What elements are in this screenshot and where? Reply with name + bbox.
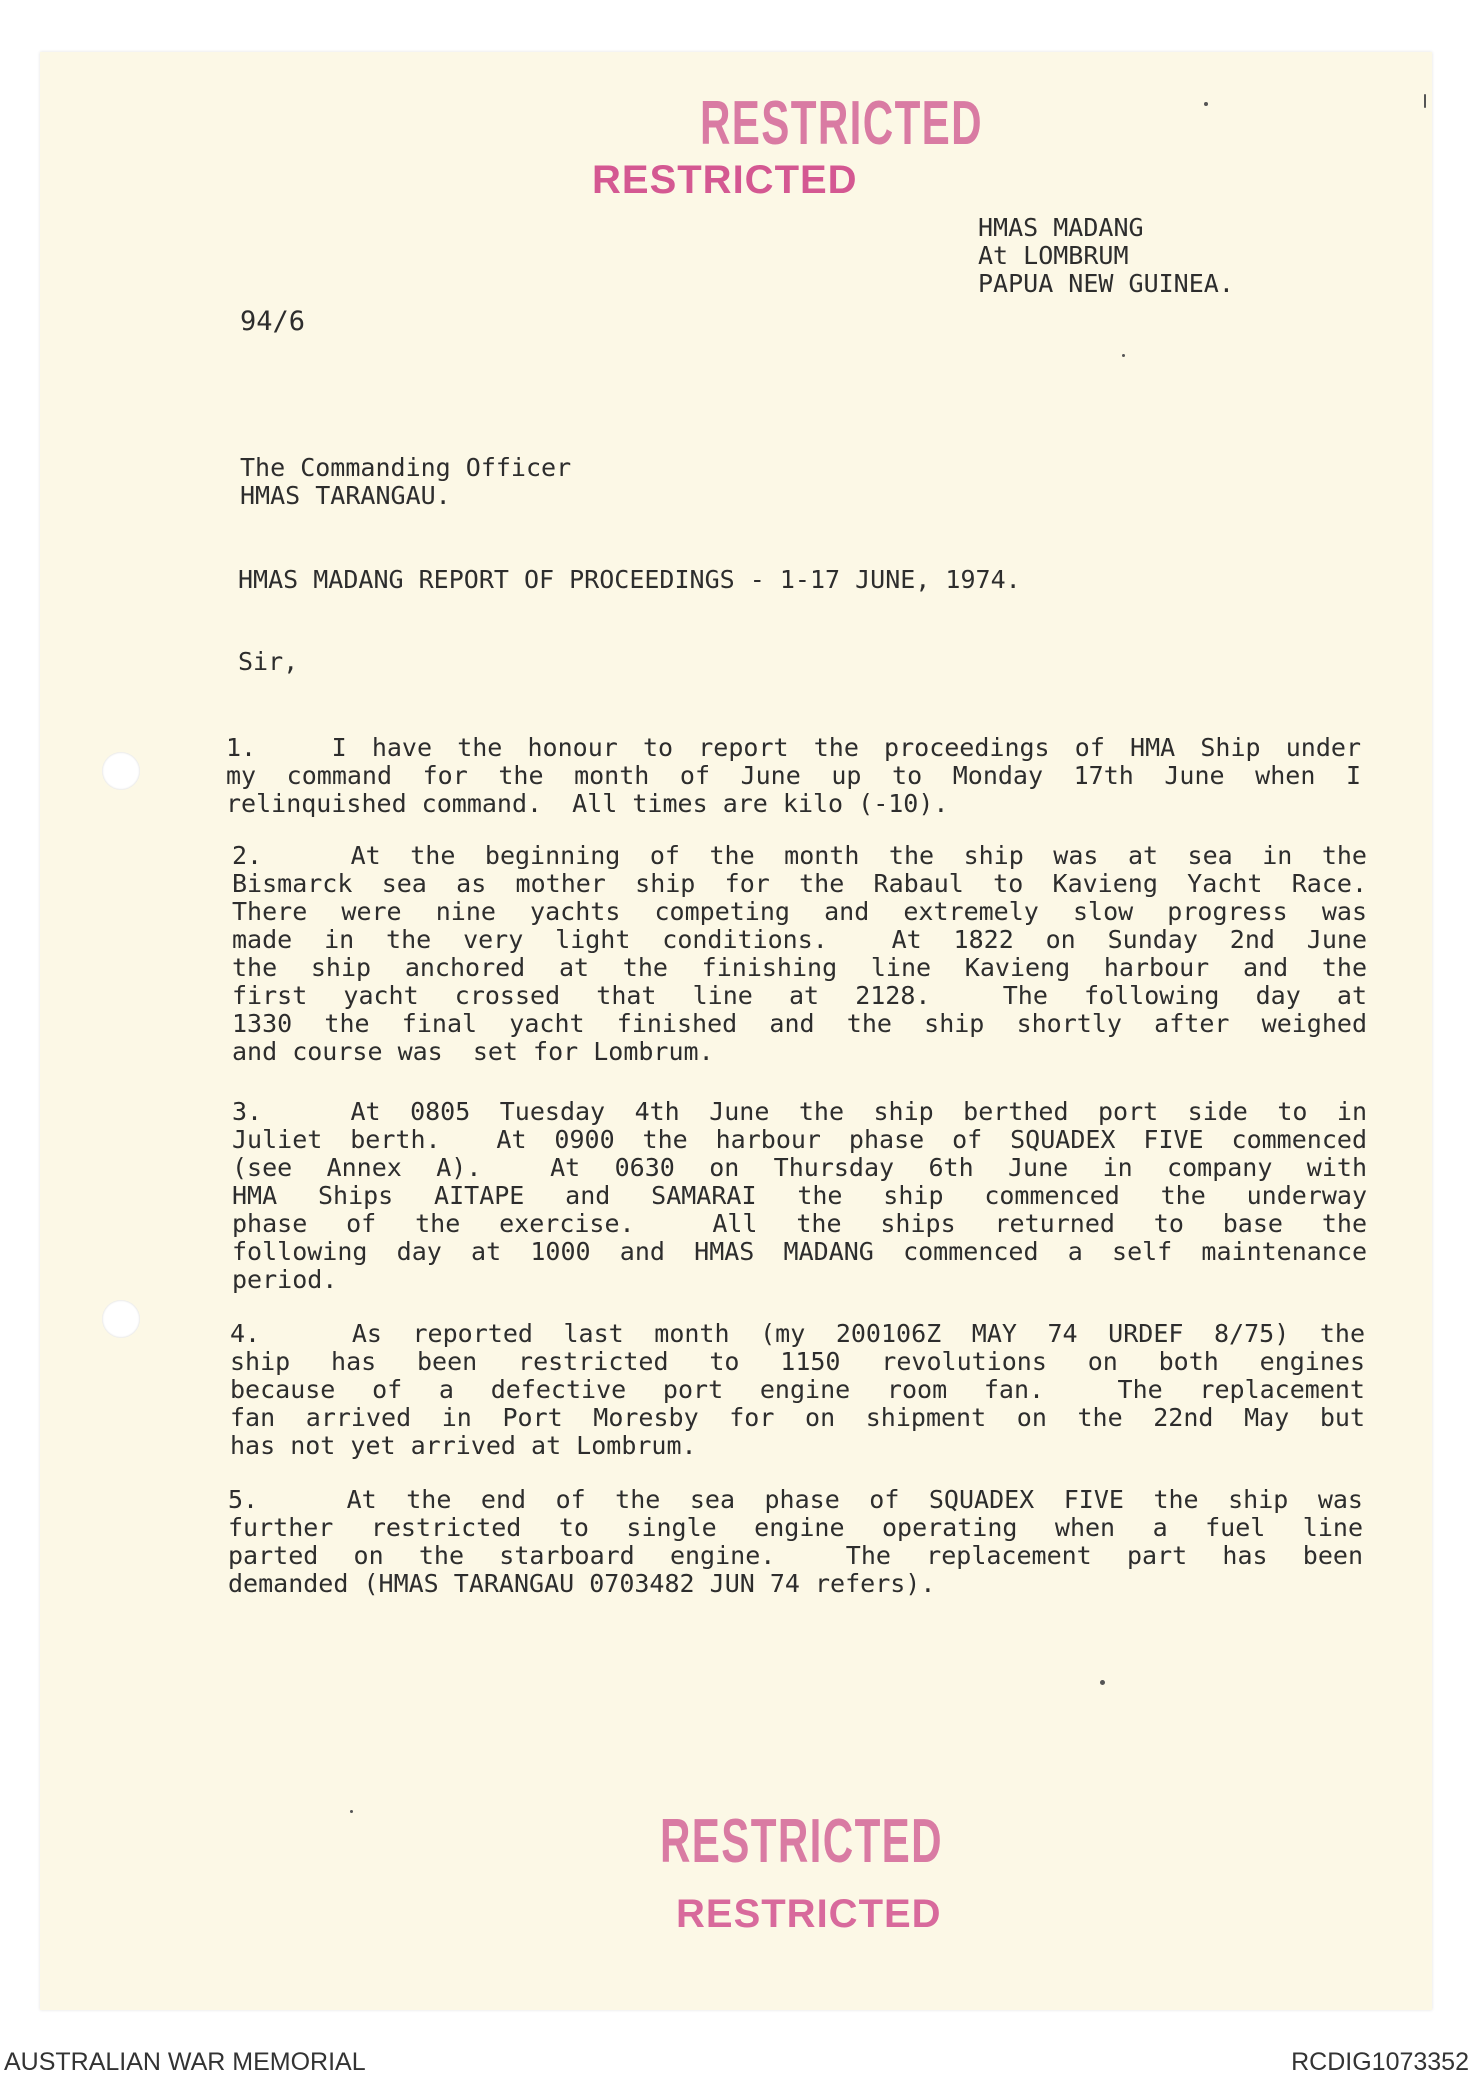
paper-speck xyxy=(1122,354,1125,357)
paragraph-line: (see Annex A). At 0630 on Thursday 6th June in company with xyxy=(232,1153,1367,1182)
paragraph-line: first yacht crossed that line at 2128. The following day at xyxy=(232,981,1367,1010)
sender-line-1: HMAS MADANG xyxy=(978,213,1144,242)
sender-line-2: At LOMBRUM xyxy=(978,241,1129,270)
paragraph-line: relinquished command. All times are kilo (-10). xyxy=(226,789,949,818)
paragraph-line: phase of the exercise. All the ships returned to base the xyxy=(232,1209,1367,1238)
paragraph-line: 2. At the beginning of the month the ship was at sea in the xyxy=(232,841,1367,870)
paragraph-2 xyxy=(232,842,1367,1066)
paragraph-line: the ship anchored at the finishing line Kavieng harbour and the xyxy=(232,953,1367,982)
restricted-stamp-top-wide: RESTRICTED xyxy=(592,158,858,202)
addressee-line-1: The Commanding Officer xyxy=(240,453,572,482)
file-reference: 94/6 xyxy=(240,306,306,337)
paragraph-line: demanded (HMAS TARANGAU 0703482 JUN 74 refers). xyxy=(228,1569,936,1598)
paragraph-line: following day at 1000 and HMAS MADANG commenced a self maintenance xyxy=(232,1237,1367,1266)
paragraph-line: made in the very light conditions. At 1822 on Sunday 2nd June xyxy=(232,925,1367,954)
punch-hole xyxy=(102,752,140,790)
subject-line: HMAS MADANG REPORT OF PROCEEDINGS - 1-17 JUNE, 1974. xyxy=(238,565,1021,594)
paragraph-line: because of a defective port engine room fan. The replacement xyxy=(230,1375,1365,1404)
paragraph-line: fan arrived in Port Moresby for on shipment on the 22nd May but xyxy=(230,1403,1365,1432)
paragraph-line: further restricted to single engine operating when a fuel line xyxy=(228,1513,1363,1542)
paragraph-line: has not yet arrived at Lombrum. xyxy=(230,1431,697,1460)
addressee-line-2: HMAS TARANGAU. xyxy=(240,481,451,510)
paragraph-line: 5. At the end of the sea phase of SQUADEX FIVE the ship was xyxy=(228,1485,1363,1514)
sender-line-3: PAPUA NEW GUINEA. xyxy=(978,269,1234,298)
paragraph-line: Bismarck sea as mother ship for the Rabaul to Kavieng Yacht Race. xyxy=(232,869,1367,898)
paragraph-line: my command for the month of June up to Monday 17th June when I xyxy=(226,761,1361,790)
archive-record-id: RCDIG1073352 xyxy=(1291,2048,1469,2076)
paragraph-line: HMA Ships AITAPE and SAMARAI the ship commenced the underway xyxy=(232,1181,1367,1210)
paragraph-5 xyxy=(228,1486,1363,1598)
paragraph-line: and course was set for Lombrum. xyxy=(232,1037,714,1066)
paragraph-line: Juliet berth. At 0900 the harbour phase of SQUADEX FIVE commenced xyxy=(232,1125,1367,1154)
salutation: Sir, xyxy=(238,647,299,676)
paper-speck xyxy=(1204,102,1208,106)
paragraph-line: 3. At 0805 Tuesday 4th June the ship berthed port side to in xyxy=(232,1097,1367,1126)
paper-speck xyxy=(1100,1680,1105,1685)
paragraph-line: 1330 the final yacht finished and the ship shortly after weighed xyxy=(232,1009,1367,1038)
paragraph-1 xyxy=(226,734,1361,818)
restricted-stamp-bottom-tall: RESTRICTED xyxy=(660,1807,943,1876)
paragraph-line: There were nine yachts competing and extremely slow progress was xyxy=(232,897,1367,926)
paragraph-3 xyxy=(232,1098,1367,1294)
paragraph-line: parted on the starboard engine. The replacement part has been xyxy=(228,1541,1363,1570)
paper-speck xyxy=(350,1810,353,1813)
paragraph-line: ship has been restricted to 1150 revolutions on both engines xyxy=(230,1347,1365,1376)
archive-credit: AUSTRALIAN WAR MEMORIAL xyxy=(4,2048,366,2076)
paragraph-line: 1. I have the honour to report the proceedings of HMA Ship under xyxy=(226,733,1361,762)
paragraph-4 xyxy=(230,1320,1365,1460)
punch-hole xyxy=(102,1300,140,1338)
restricted-stamp-top-tall: RESTRICTED xyxy=(700,89,983,158)
paragraph-line: 4. As reported last month (my 200106Z MAY 74 URDEF 8/75) the xyxy=(230,1319,1365,1348)
paragraph-line: period. xyxy=(232,1265,338,1294)
document-page xyxy=(40,52,1432,2010)
restricted-stamp-bottom-wide: RESTRICTED xyxy=(676,1892,942,1936)
paper-mark xyxy=(1424,94,1426,108)
